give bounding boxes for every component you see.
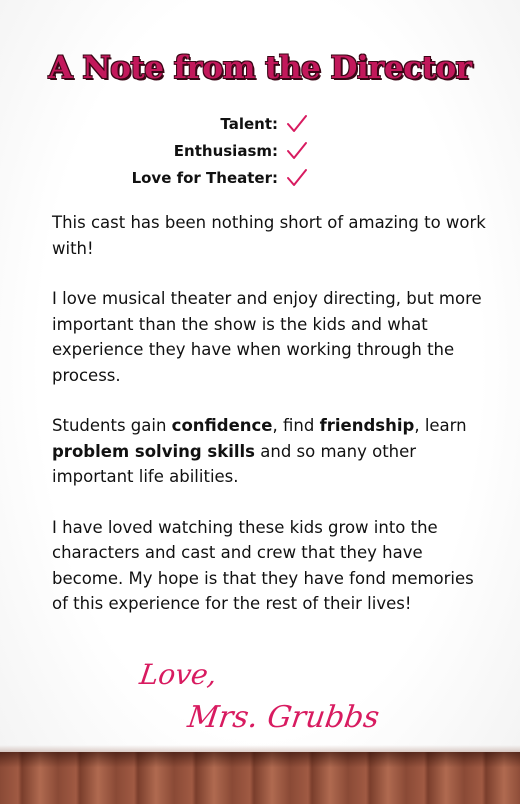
text-run: and so many other important life abilities. [52, 441, 417, 486]
checkmark-icon [286, 113, 308, 135]
signature-closing: Love, [137, 658, 220, 691]
checkmark-icon [286, 167, 308, 189]
bold-text: confidence [171, 416, 273, 435]
checklist-label: Talent: [220, 115, 278, 133]
text-run: Students gain [52, 416, 172, 435]
note-body [52, 210, 492, 642]
bold-text: friendship [319, 416, 415, 435]
stage-floor-decoration [0, 752, 520, 804]
text-run: , find [272, 416, 320, 435]
checklist-item [132, 165, 308, 191]
checklist-item [220, 111, 308, 137]
paragraph [52, 413, 492, 490]
paragraph: This cast has been nothing short of amazing to work with! [52, 213, 486, 258]
signature-name: Mrs. Grubbs [185, 700, 382, 735]
checklist-label: Enthusiasm: [173, 142, 278, 160]
checklist-label: Love for Theater: [131, 169, 278, 187]
checkmark-icon [286, 140, 308, 162]
text-run: , learn [414, 416, 467, 435]
paragraph: I have loved watching these kids grow into the characters and cast and crew that they have become. My hope is that they have fond memories of this experience for the rest of their lives! [52, 517, 474, 613]
bold-text: problem solving skills [52, 441, 255, 461]
paragraph: I love musical theater and enjoy directing, but more important than the show is the kids and what experience they have when working through the process. [52, 289, 482, 385]
checklist-item [174, 138, 308, 164]
page-title: A Note from the Director [48, 50, 472, 86]
